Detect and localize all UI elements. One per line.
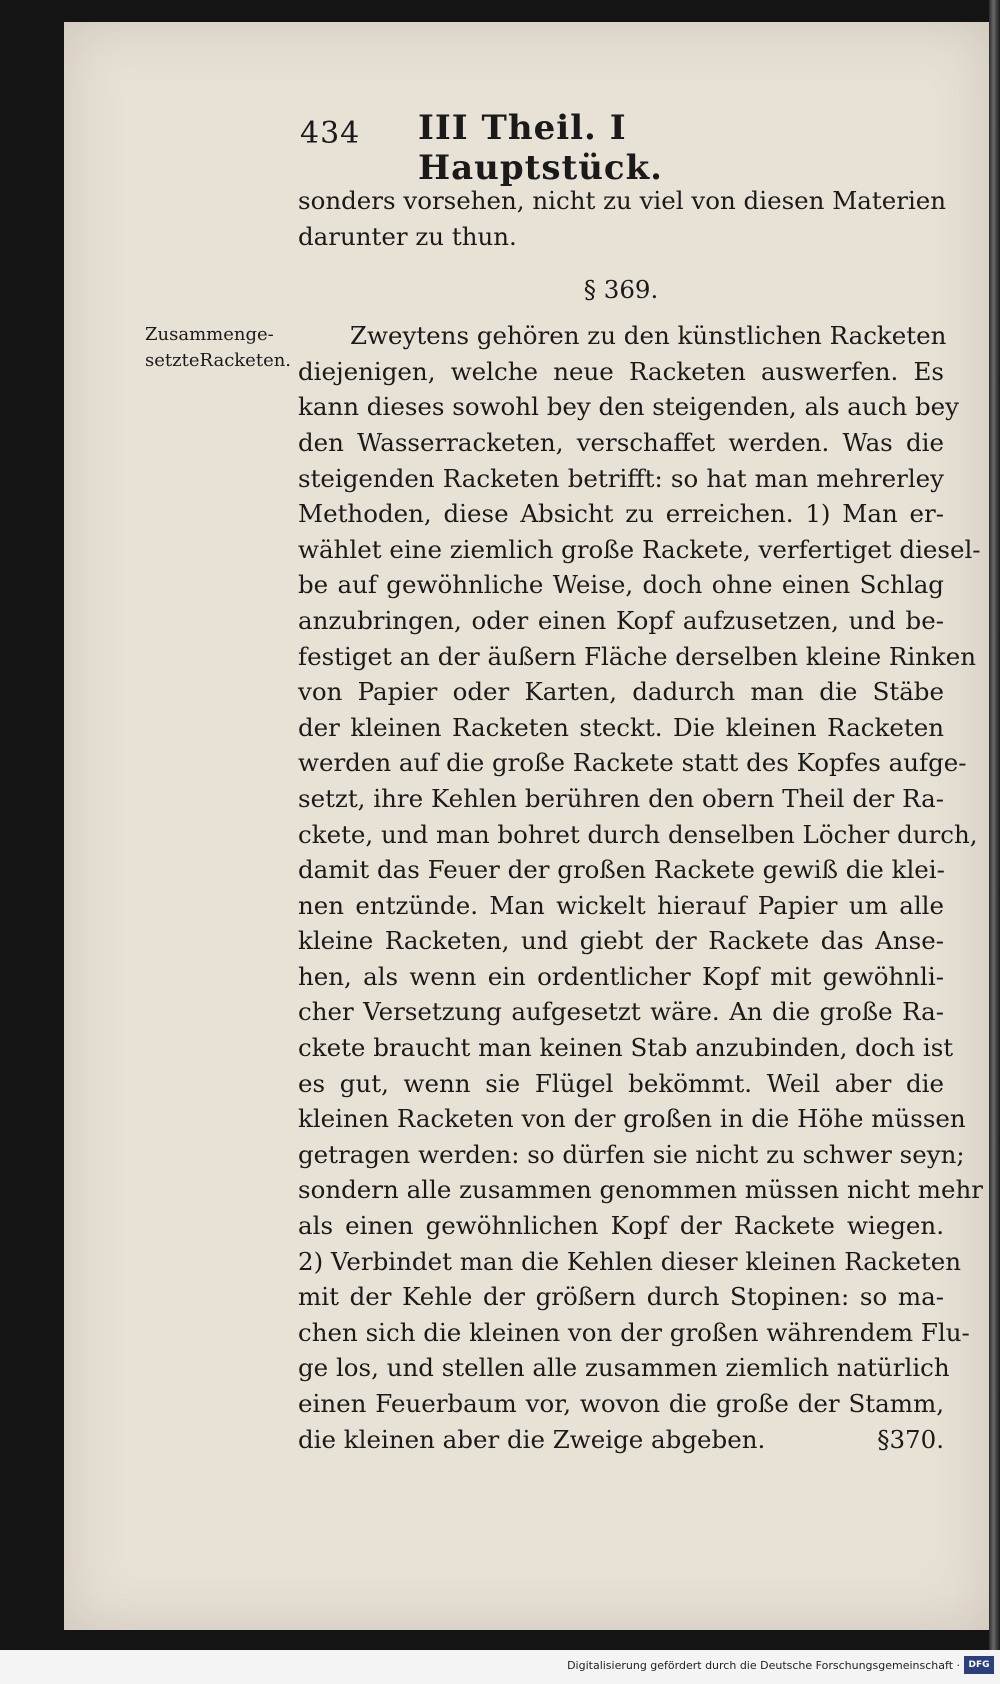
text-line: Methoden, diese Absicht zu erreichen. 1) Man er- [298,499,944,529]
text-line: wählet eine ziemlich große Rackete, verfertiget diesel- [298,534,981,564]
margin-note-line: setzteRacketen. [145,350,292,371]
text-line: mit der Kehle der größern durch Stopinen: so ma- [298,1282,944,1312]
text-line: darunter zu thun. [298,221,517,251]
text-line: kleinen Racketen von der großen in die Höhe müssen [298,1104,966,1134]
book-edge [989,0,1000,1650]
text-line: einen Feuerbaum vor, wovon die große der Stamm, [298,1389,944,1418]
text-line: be auf gewöhnliche Weise, doch ohne einen Schlag [298,570,944,600]
text-line: nen entzünde. Man wickelt hierauf Papier um alle [298,890,944,920]
text-line: getragen werden: so dürfen sie nicht zu schwer seyn; [298,1139,965,1169]
margin-note [145,322,305,374]
text-line: damit das Feuer der großen Rackete gewiß die klei- [298,855,945,885]
text-line: den Wasserracketen, verschaffet werden. Was die [298,427,944,457]
text-line: von Papier oder Karten, dadurch man die Stäbe [298,677,944,707]
catchword: §370. [877,1424,944,1454]
funding-credit: Digitalisierung gefördert durch die Deutsche Forschungsgemeinschaft · [567,1659,960,1672]
text-line: kann dieses sowohl bey den steigenden, als auch bey [298,392,960,422]
text-line: die kleinen aber die Zweige abgeben. [298,1424,766,1454]
text-line: ge los, und stellen alle zusammen ziemlich natürlich [298,1353,950,1383]
section-heading: § 369. [583,275,659,305]
text-line: diejenigen, welche neue Racketen auswerfen. Es [298,356,944,386]
text-line: hen, als wenn ein ordentlicher Kopf mit gewöhnli- [298,961,944,991]
text-line: ckete braucht man keinen Stab anzubinden, doch ist [298,1033,954,1063]
text-line: ckete, und man bohret durch denselben Löcher durch, [298,819,978,849]
text-line: werden auf die große Rackete statt des Kopfes aufge- [298,748,967,778]
text-line: anzubringen, oder einen Kopf aufzusetzen, und be- [298,605,944,635]
text-line: es gut, wenn sie Flügel bekömmt. Weil aber die [298,1068,944,1098]
page-number: 434 [300,116,361,151]
text-line: kleine Racketen, und giebt der Rackete das Anse- [298,926,944,956]
dfg-logo: DFG [964,1656,994,1674]
page-header [300,108,820,188]
text-line: setzt, ihre Kehlen berühren den obern Theil der Ra- [298,783,944,813]
text-line: 2) Verbindet man die Kehlen dieser kleinen Racketen [298,1246,961,1276]
body-text [298,183,983,1457]
text-line: sonders vorsehen, nicht zu viel von diesen Materien [298,186,947,215]
text-line: Zweytens gehören zu den künstlichen Racketen [350,321,947,351]
last-text-line [298,1422,944,1458]
footer-bar [0,1650,1000,1684]
text-line: als einen gewöhnlichen Kopf der Rackete wiegen. [298,1211,944,1241]
text-line: steigenden Racketen betrifft: so hat man mehrerley [298,463,944,493]
text-line: chen sich die kleinen von der großen währendem Flu- [298,1317,970,1347]
margin-note-line: Zusammenge- [145,324,274,345]
text-line: der kleinen Racketen steckt. Die kleinen Racketen [298,712,944,742]
running-title: III Theil. I Hauptstück. [418,108,664,188]
text-line: festiget an der äußern Fläche derselben kleine Rinken [298,641,977,671]
text-line: sondern alle zusammen genommen müssen nicht mehr [298,1175,983,1205]
text-line: cher Versetzung aufgesetzt wäre. An die große Ra- [298,997,944,1027]
